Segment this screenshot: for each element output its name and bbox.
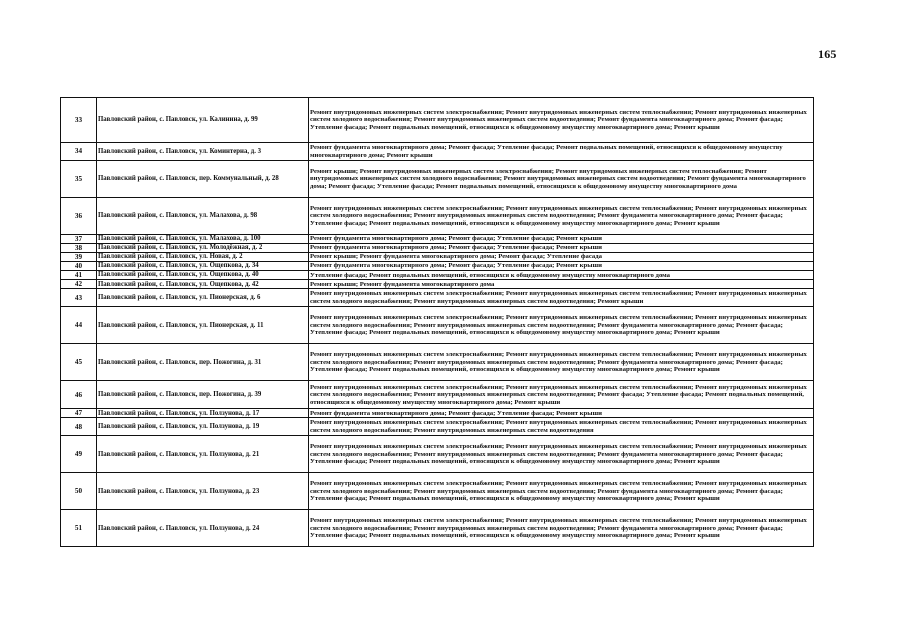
row-works-cell xyxy=(309,344,814,381)
row-address: Павловский район, с. Павловск, ул. Калинина, д. 99 xyxy=(97,98,309,143)
row-works: Ремонт внутридомовых инженерных систем электроснабжения; Ремонт внутридомовых инженерных систем теплоснабжения; Ремонт внутридомовых инженерных систем холодного водоснабжения; Ремонт внутридомовых инженерных систем водоотведения; Ремонт фундамента многоквартирного дома; Ремонт фасада; Утепление фасада; Ремонт подвальных помещений, относящихся к общедомовому имуществу многоквартирного дома; Ремонт крыши xyxy=(310,108,807,131)
table-row xyxy=(61,271,814,280)
table-row xyxy=(61,307,814,344)
row-number: 44 xyxy=(61,307,97,344)
table-row xyxy=(61,510,814,547)
row-works: Ремонт фундамента многоквартирного дома; Ремонт фасада; Утепление фасада; Ремонт крыши xyxy=(310,235,602,243)
row-works-cell xyxy=(309,253,814,262)
table-row xyxy=(61,161,814,198)
table-row xyxy=(61,289,814,307)
row-works: Ремонт внутридомовых инженерных систем электроснабжения; Ремонт внутридомовых инженерных систем теплоснабжения; Ремонт внутридомовых инженерных систем холодного водоснабжения; Ремонт внутридомовых инженерных систем водоотведения; Ремонт фундамента многоквартирного дома; Ремонт фасада; Утепление фасада; Ремонт подвальных помещений, относящихся к общедомовому имуществу многоквартирного дома; Ремонт крыши xyxy=(310,517,807,540)
row-works: Ремонт внутридомовых инженерных систем электроснабжения; Ремонт внутридомовых инженерных систем теплоснабжения; Ремонт внутридомовых инженерных систем холодного водоснабжения; Ремонт внутридомовых инженерных систем водоотведения; Ремонт крыши xyxy=(310,290,807,305)
row-number: 37 xyxy=(61,235,97,244)
row-works: Ремонт внутридомовых инженерных систем электроснабжения; Ремонт внутридомовых инженерных систем теплоснабжения; Ремонт внутридомовых инженерных систем холодного водоснабжения; Ремонт внутридомовых инженерных систем водоотведения; Ремонт фасада; Утепление фасада; Ремонт подвальных помещений, относящихся к общедомовому имуществу многоквартирного дома; Ремонт крыши xyxy=(310,383,807,406)
table-row xyxy=(61,262,814,271)
row-works-cell xyxy=(309,510,814,547)
row-works-cell xyxy=(309,271,814,280)
row-address: Павловский район, с. Павловск, ул. Ползунова, д. 21 xyxy=(97,436,309,473)
row-works: Ремонт внутридомовых инженерных систем электроснабжения; Ремонт внутридомовых инженерных систем теплоснабжения; Ремонт внутридомовых инженерных систем холодного водоснабжения; Ремонт внутридомовых инженерных систем водоотведения; Ремонт фундамента многоквартирного дома; Ремонт фасада; Утепление фасада; Ремонт подвальных помещений, относящихся к общедомовому имуществу многоквартирного дома; Ремонт крыши xyxy=(310,314,807,337)
row-address: Павловский район, с. Павловск, ул. Коминтерна, д. 3 xyxy=(97,143,309,161)
row-works-cell xyxy=(309,280,814,289)
table-row xyxy=(61,253,814,262)
row-works-cell xyxy=(309,262,814,271)
row-number: 47 xyxy=(61,409,97,418)
row-number: 45 xyxy=(61,344,97,381)
row-works: Ремонт фундамента многоквартирного дома; Ремонт фасада; Утепление фасада; Ремонт крыши xyxy=(310,262,602,270)
row-works-cell xyxy=(309,161,814,198)
row-number: 48 xyxy=(61,418,97,436)
row-number: 49 xyxy=(61,436,97,473)
row-address: Павловский район, с. Павловск, пер. Пожогина, д. 39 xyxy=(97,381,309,409)
row-works-cell xyxy=(309,473,814,510)
row-address: Павловский район, с. Павловск, ул. Ощепкова, д. 42 xyxy=(97,280,309,289)
row-works-cell xyxy=(309,307,814,344)
row-works: Ремонт фундамента многоквартирного дома; Ремонт фасада; Утепление фасада; Ремонт крыши xyxy=(310,409,602,417)
row-address: Павловский район, с. Павловск, ул. Молодёжная, д. 2 xyxy=(97,244,309,253)
row-address: Павловский район, с. Павловск, ул. Ползунова, д. 23 xyxy=(97,473,309,510)
row-address: Павловский район, с. Павловск, ул. Ощепкова, д. 34 xyxy=(97,262,309,271)
row-number: 41 xyxy=(61,271,97,280)
row-works-cell xyxy=(309,409,814,418)
table-row xyxy=(61,436,814,473)
row-number: 39 xyxy=(61,253,97,262)
row-address: Павловский район, с. Павловск, ул. Ползунова, д. 17 xyxy=(97,409,309,418)
row-number: 50 xyxy=(61,473,97,510)
row-number: 42 xyxy=(61,280,97,289)
row-address: Павловский район, с. Павловск, ул. Новая, д. 2 xyxy=(97,253,309,262)
row-number: 40 xyxy=(61,262,97,271)
row-works: Ремонт крыши; Ремонт фундамента многоквартирного дома; Ремонт фасада; Утепление фасада xyxy=(310,253,602,261)
row-works: Ремонт крыши; Ремонт фундамента многоквартирного дома xyxy=(310,280,495,288)
row-address: Павловский район, с. Павловск, пер. Коммунальный, д. 28 xyxy=(97,161,309,198)
page-number: 165 xyxy=(818,47,837,61)
table-row xyxy=(61,244,814,253)
row-works: Ремонт фундамента многоквартирного дома; Ремонт фасада; Утепление фасада; Ремонт крыши xyxy=(310,244,602,252)
works-table-body xyxy=(61,98,814,547)
row-works: Ремонт внутридомовых инженерных систем электроснабжения; Ремонт внутридомовых инженерных систем теплоснабжения; Ремонт внутридомовых инженерных систем холодного водоснабжения; Ремонт внутридомовых инженерных систем водоотведения xyxy=(310,419,807,434)
row-works: Ремонт внутридомовых инженерных систем электроснабжения; Ремонт внутридомовых инженерных систем теплоснабжения; Ремонт внутридомовых инженерных систем холодного водоснабжения; Ремонт внутридомовых инженерных систем водоотведения; Ремонт фундамента многоквартирного дома; Ремонт фасада; Утепление фасада; Ремонт подвальных помещений, относящихся к общедомовому имуществу многоквартирного дома; Ремонт крыши xyxy=(310,204,807,227)
row-works: Ремонт внутридомовых инженерных систем электроснабжения; Ремонт внутридомовых инженерных систем теплоснабжения; Ремонт внутридомовых инженерных систем холодного водоснабжения; Ремонт внутридомовых инженерных систем водоотведения; Ремонт фундамента многоквартирного дома; Ремонт фасада; Утепление фасада; Ремонт подвальных помещений, относящихся к общедомовому имуществу многоквартирного дома; Ремонт крыши xyxy=(310,443,807,466)
table-row xyxy=(61,235,814,244)
row-works-cell xyxy=(309,98,814,143)
works-table-container xyxy=(60,97,813,547)
row-number: 34 xyxy=(61,143,97,161)
row-works-cell xyxy=(309,418,814,436)
table-row xyxy=(61,280,814,289)
table-row xyxy=(61,381,814,409)
row-number: 46 xyxy=(61,381,97,409)
row-number: 43 xyxy=(61,289,97,307)
row-works: Утепление фасада; Ремонт подвальных помещений, относящихся к общедомовому имуществу многоквартирного дома xyxy=(310,271,671,279)
row-address: Павловский район, с. Павловск, ул. Пионерская, д. 11 xyxy=(97,307,309,344)
row-works-cell xyxy=(309,235,814,244)
row-works-cell xyxy=(309,198,814,235)
row-address: Павловский район, с. Павловск, ул. Ощепкова, д. 40 xyxy=(97,271,309,280)
table-row xyxy=(61,198,814,235)
row-number: 35 xyxy=(61,161,97,198)
row-number: 38 xyxy=(61,244,97,253)
table-row xyxy=(61,143,814,161)
works-table xyxy=(60,97,814,547)
row-address: Павловский район, с. Павловск, ул. Пионерская, д. 6 xyxy=(97,289,309,307)
table-row xyxy=(61,418,814,436)
row-works-cell xyxy=(309,244,814,253)
table-row xyxy=(61,344,814,381)
table-row xyxy=(61,409,814,418)
row-address: Павловский район, с. Павловск, ул. Ползунова, д. 24 xyxy=(97,510,309,547)
row-number: 36 xyxy=(61,198,97,235)
row-number: 51 xyxy=(61,510,97,547)
row-address: Павловский район, с. Павловск, пер. Пожогина, д. 31 xyxy=(97,344,309,381)
row-address: Павловский район, с. Павловск, ул. Малахова, д. 98 xyxy=(97,198,309,235)
row-works: Ремонт крыши; Ремонт внутридомовых инженерных систем электроснабжения; Ремонт внутридомовых инженерных систем теплоснабжения; Ремонт внутридомовых инженерных систем холодного водоснабжения; Ремонт внутридомовых инженерных систем водоотведения; Ремонт фундамента многоквартирного дома; Ремонт фасада; Утепление фасада; Ремонт подвальных помещений, относящихся к общедомовому имуществу многоквартирного дома xyxy=(310,167,806,190)
table-row xyxy=(61,473,814,510)
row-works-cell xyxy=(309,381,814,409)
row-number: 33 xyxy=(61,98,97,143)
row-address: Павловский район, с. Павловск, ул. Малахова, д. 100 xyxy=(97,235,309,244)
table-row xyxy=(61,98,814,143)
row-works-cell xyxy=(309,143,814,161)
row-works: Ремонт внутридомовых инженерных систем электроснабжения; Ремонт внутридомовых инженерных систем теплоснабжения; Ремонт внутридомовых инженерных систем холодного водоснабжения; Ремонт внутридомовых инженерных систем водоотведения; Ремонт фундамента многоквартирного дома; Ремонт фасада; Утепление фасада; Ремонт подвальных помещений, относящихся к общедомовому имуществу многоквартирного дома; Ремонт крыши xyxy=(310,480,807,503)
row-address: Павловский район, с. Павловск, ул. Ползунова, д. 19 xyxy=(97,418,309,436)
row-works-cell xyxy=(309,289,814,307)
row-works: Ремонт внутридомовых инженерных систем электроснабжения; Ремонт внутридомовых инженерных систем теплоснабжения; Ремонт внутридомовых инженерных систем холодного водоснабжения; Ремонт внутридомовых инженерных систем водоотведения; Ремонт фундамента многоквартирного дома; Ремонт фасада; Утепление фасада; Ремонт подвальных помещений, относящихся к общедомовому имуществу многоквартирного дома; Ремонт крыши xyxy=(310,351,807,374)
row-works: Ремонт фундамента многоквартирного дома; Ремонт фасада; Утепление фасада; Ремонт подвальных помещений, относящихся к общедомовому имуществу многоквартирного дома; Ремонт крыши xyxy=(310,144,783,159)
row-works-cell xyxy=(309,436,814,473)
